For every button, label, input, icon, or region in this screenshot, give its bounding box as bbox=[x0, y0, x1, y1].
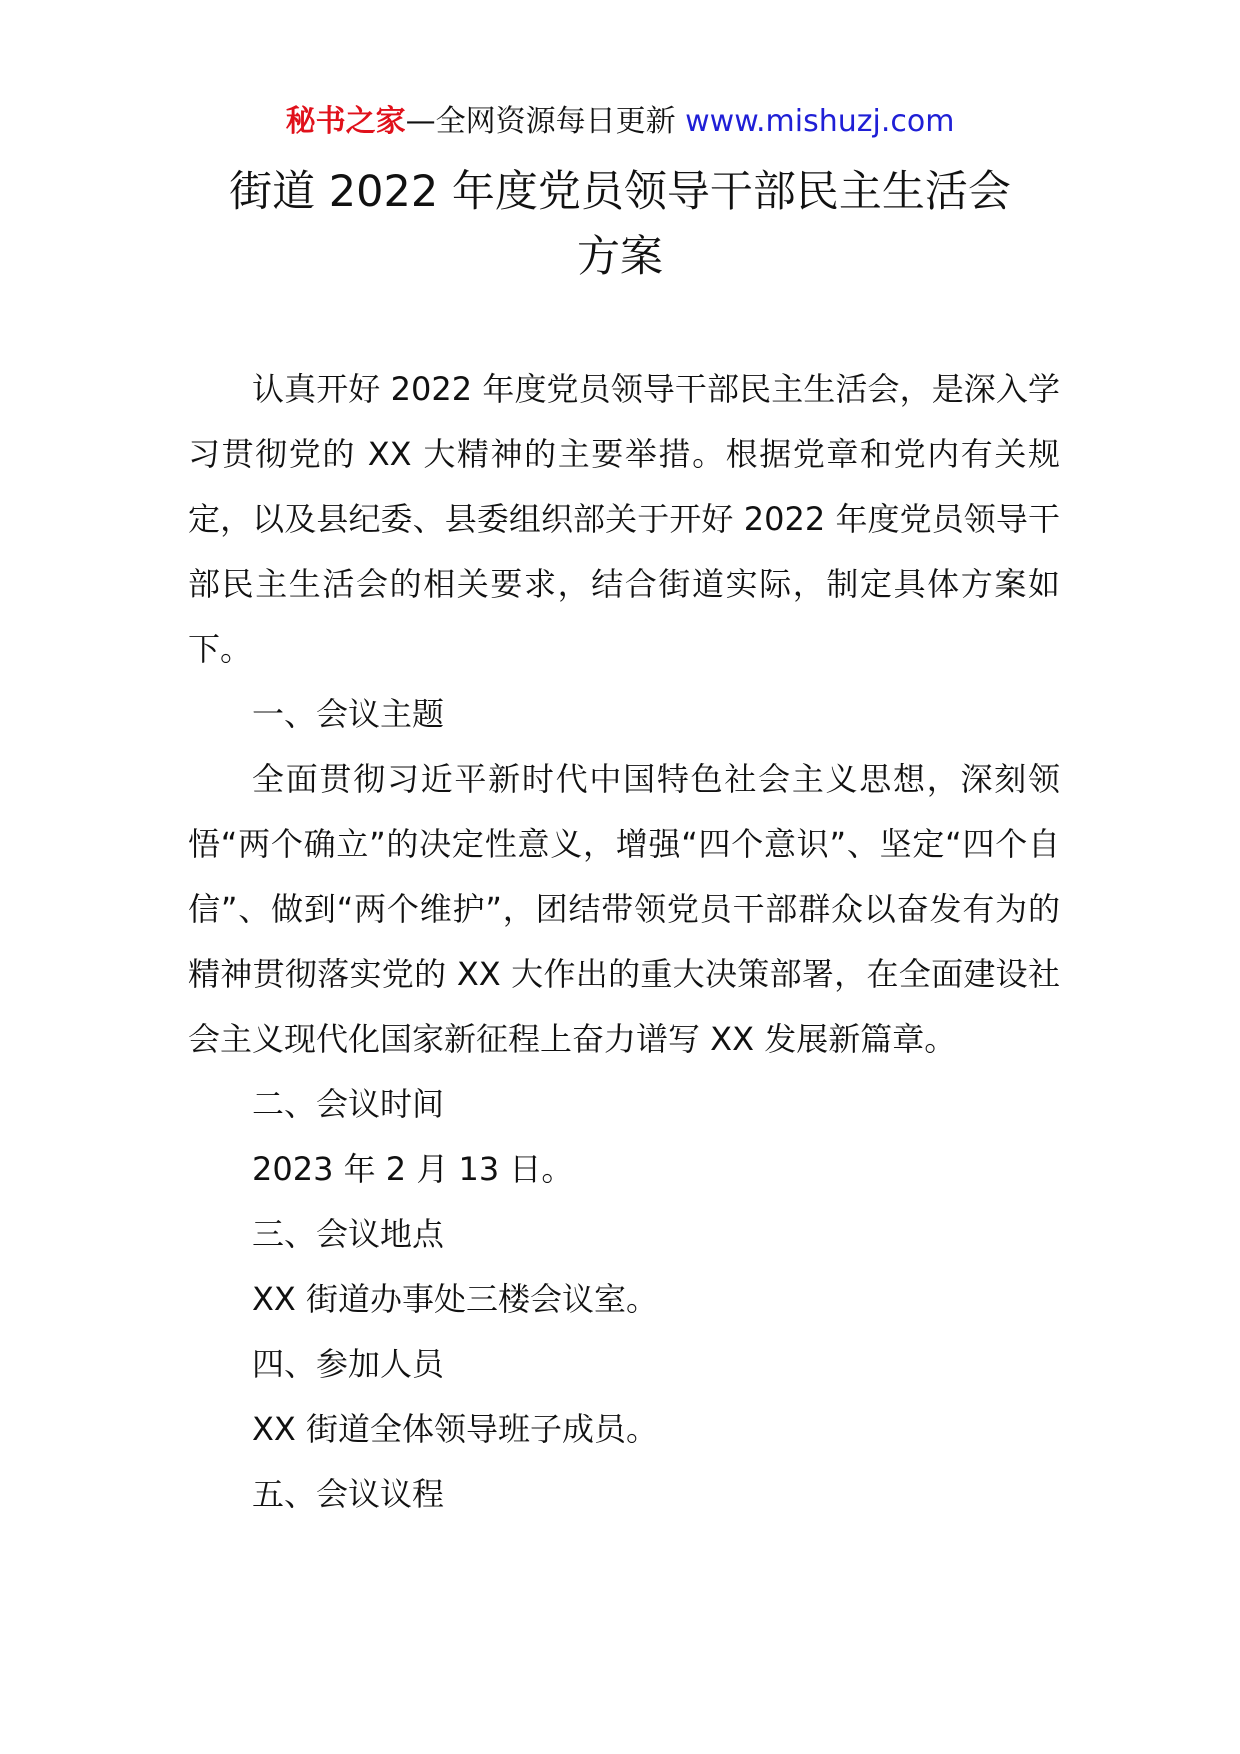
brand-name: 秘书之家 bbox=[285, 104, 406, 139]
section-heading-attendees: 四、参加人员 bbox=[252, 1345, 445, 1383]
intro-paragraph: 认真开好 2022 年度党员领导干部民主生活会，是深入学习贯彻党的 XX 大精神的主要举措。根据党章和党内有关规定，以及县纪委、县委组织部关于开好 2022 年度党员领导干部民主生活会的相关要求，结合街道实际，制定具体方案如下。 bbox=[188, 370, 1060, 668]
banner-tagline: —全网资源每日更新 bbox=[405, 104, 676, 139]
title-line-2: 方案 bbox=[577, 232, 663, 282]
document-body bbox=[188, 357, 1060, 1527]
section-body-location: XX 街道办事处三楼会议室。 bbox=[252, 1280, 659, 1318]
section-heading-time: 二、会议时间 bbox=[252, 1085, 445, 1123]
site-banner bbox=[0, 100, 1240, 144]
section-body-attendees: XX 街道全体领导班子成员。 bbox=[252, 1410, 659, 1448]
title-line-1: 街道 2022 年度党员领导干部民主生活会 bbox=[229, 167, 1011, 217]
section-body-time: 2023 年 2 月 13 日。 bbox=[252, 1150, 574, 1188]
site-url: www.mishuzj.com bbox=[685, 104, 955, 139]
section-heading-theme: 一、会议主题 bbox=[252, 695, 445, 733]
section-heading-agenda: 五、会议议程 bbox=[252, 1475, 445, 1513]
section-heading-location: 三、会议地点 bbox=[252, 1215, 445, 1253]
section-body-theme: 全面贯彻习近平新时代中国特色社会主义思想，深刻领悟“两个确立”的决定性意义，增强“四个意识”、坚定“四个自信”、做到“两个维护”，团结带领党员干部群众以奋发有为的精神贯彻落实党的 XX 大作出的重大决策部署，在全面建设社会主义现代化国家新征程上奋力谱写 XX 发展新篇章。 bbox=[188, 760, 1060, 1058]
document-title bbox=[0, 160, 1240, 290]
